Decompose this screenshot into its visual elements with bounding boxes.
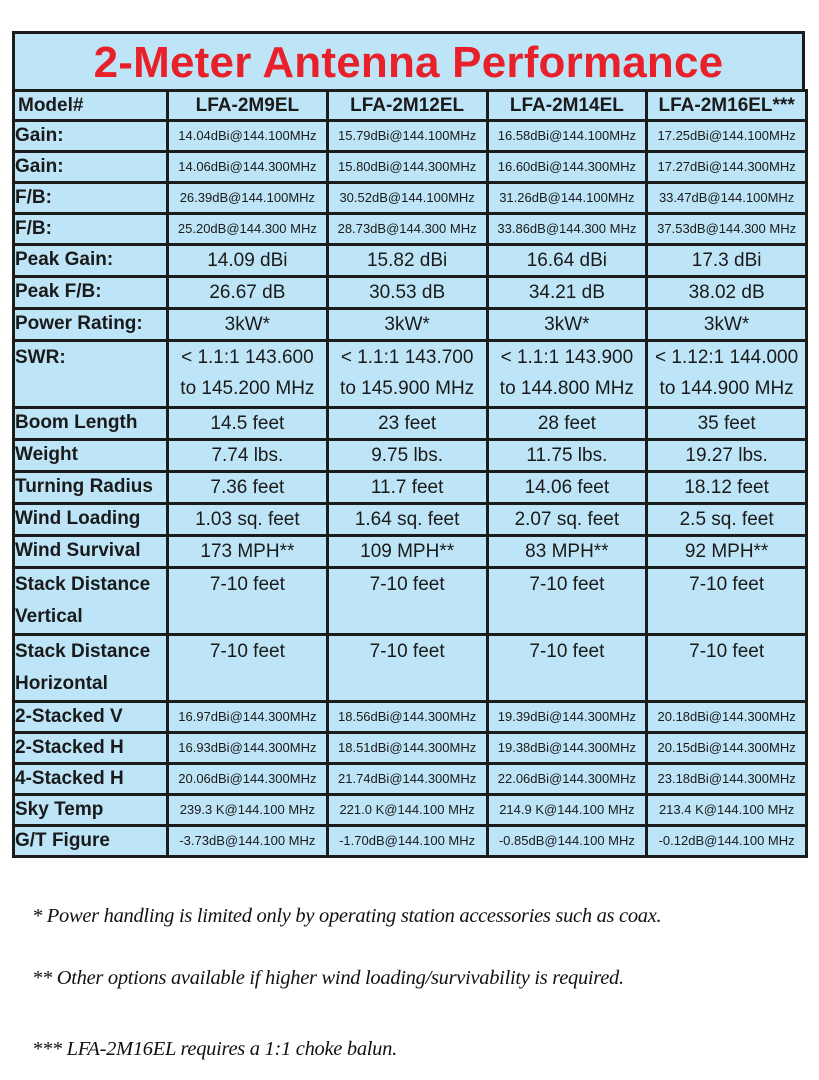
value-cell xyxy=(647,702,807,733)
cell-value: 214.9 K@144.100 MHz xyxy=(499,802,635,817)
row-label-text: Peak Gain: xyxy=(15,249,114,270)
value-cell xyxy=(327,635,487,702)
row-label-text: 2-Stacked H xyxy=(15,737,124,758)
value-cell xyxy=(327,277,487,309)
value-cell xyxy=(168,795,328,826)
row-label xyxy=(14,795,168,826)
value-cell xyxy=(327,826,487,857)
cell-value: 15.79dBi@144.100MHz xyxy=(338,128,477,143)
cell-value: 213.4 K@144.100 MHz xyxy=(658,802,795,817)
row-label xyxy=(14,245,168,277)
cell-value: 9.75 lbs. xyxy=(371,445,444,466)
cell-value-2: to 144.800 MHz xyxy=(499,378,634,399)
cell-value: 18.51dBi@144.300MHz xyxy=(338,740,477,755)
value-cell xyxy=(168,245,328,277)
value-cell xyxy=(647,472,807,504)
cell-value: 14.5 feet xyxy=(210,413,285,434)
table-row xyxy=(14,472,807,504)
value-cell xyxy=(168,733,328,764)
cell-value: 38.02 dB xyxy=(688,282,765,303)
cell-value: 221.0 K@144.100 MHz xyxy=(339,802,475,817)
row-label-text: Weight xyxy=(15,444,78,465)
table-row xyxy=(14,635,807,702)
value-cell xyxy=(168,635,328,702)
cell-value: 17.27dBi@144.300MHz xyxy=(657,159,796,174)
table-row xyxy=(14,245,807,277)
cell-value-2: to 145.200 MHz xyxy=(180,378,315,399)
value-cell xyxy=(647,440,807,472)
value-cell xyxy=(168,504,328,536)
row-label-text-2 xyxy=(15,374,166,406)
cell-value: 16.97dBi@144.300MHz xyxy=(178,709,317,724)
cell-value: < 1.1:1 143.900 xyxy=(500,347,634,368)
value-cell xyxy=(487,121,647,152)
cell-value: 11.75 lbs. xyxy=(526,445,608,466)
table-row xyxy=(14,341,807,408)
value-cell xyxy=(487,826,647,857)
value-cell xyxy=(647,309,807,341)
value-cell xyxy=(168,408,328,440)
value-cell xyxy=(168,121,328,152)
table-row xyxy=(14,826,807,857)
cell-value: 21.74dBi@144.300MHz xyxy=(338,771,477,786)
cell-value: 35 feet xyxy=(697,413,756,434)
cell-value: 26.67 dB xyxy=(209,282,286,303)
cell-value: 7-10 feet xyxy=(369,574,445,595)
value-cell xyxy=(327,121,487,152)
cell-value: 20.06dBi@144.300MHz xyxy=(178,771,317,786)
row-label-text: Boom Length xyxy=(15,412,138,433)
spec-sheet xyxy=(12,31,805,858)
value-cell xyxy=(327,568,487,635)
title-banner xyxy=(12,31,805,89)
value-cell xyxy=(647,408,807,440)
value-cell xyxy=(327,309,487,341)
row-label-text: Power Rating: xyxy=(15,313,143,334)
value-cell xyxy=(168,472,328,504)
value-cell xyxy=(647,341,807,408)
table-row xyxy=(14,733,807,764)
row-label xyxy=(14,826,168,857)
cell-value: 92 MPH** xyxy=(684,541,769,562)
value-cell xyxy=(327,341,487,408)
cell-value: 7.74 lbs. xyxy=(211,445,284,466)
cell-value: 19.27 lbs. xyxy=(685,445,768,466)
cell-value: 16.64 dBi xyxy=(526,250,608,271)
row-label-text: SWR: xyxy=(15,347,66,368)
row-label xyxy=(14,214,168,245)
table-row xyxy=(14,152,807,183)
cell-value: 14.04dBi@144.100MHz xyxy=(178,128,317,143)
value-cell xyxy=(647,277,807,309)
cell-value: 20.18dBi@144.300MHz xyxy=(657,709,796,724)
cell-value: 173 MPH** xyxy=(200,541,295,562)
cell-value: 16.60dBi@144.300MHz xyxy=(497,159,636,174)
cell-value: 83 MPH** xyxy=(525,541,609,562)
value-cell xyxy=(647,152,807,183)
table-row xyxy=(14,214,807,245)
row-label-text: Gain: xyxy=(15,156,64,177)
value-cell xyxy=(647,121,807,152)
row-label xyxy=(14,183,168,214)
value-cell xyxy=(327,504,487,536)
cell-value: 37.53dB@144.300 MHz xyxy=(657,221,797,236)
row-label xyxy=(14,121,168,152)
value-cell xyxy=(647,183,807,214)
cell-value: 109 MPH** xyxy=(360,541,455,562)
cell-value: 23.18dBi@144.300MHz xyxy=(657,771,796,786)
cell-value: 7-10 feet xyxy=(529,574,605,595)
value-cell xyxy=(487,702,647,733)
table-row xyxy=(14,536,807,568)
cell-value: 18.56dBi@144.300MHz xyxy=(338,709,477,724)
table-row xyxy=(14,795,807,826)
value-cell xyxy=(487,440,647,472)
cell-value: 15.82 dBi xyxy=(366,250,448,271)
row-label xyxy=(14,733,168,764)
cell-value: 26.39dB@144.100MHz xyxy=(179,190,316,205)
value-cell xyxy=(168,568,328,635)
footnote-power: * Power handling is limited only by operating station accessories such as coax. xyxy=(32,905,662,927)
value-cell xyxy=(168,277,328,309)
row-label-text: Stack Distance xyxy=(15,641,151,662)
cell-value: -0.85dB@144.100 MHz xyxy=(498,833,635,848)
value-cell xyxy=(327,536,487,568)
value-cell xyxy=(327,733,487,764)
cell-value: 17.3 dBi xyxy=(691,250,762,271)
cell-value: 19.38dBi@144.300MHz xyxy=(497,740,636,755)
cell-value: -3.73dB@144.100 MHz xyxy=(179,833,316,848)
cell-value: 30.52dB@144.100MHz xyxy=(339,190,475,205)
value-cell xyxy=(327,702,487,733)
cell-value: 3kW* xyxy=(544,314,590,335)
value-cell xyxy=(168,826,328,857)
value-cell xyxy=(487,341,647,408)
value-cell xyxy=(647,536,807,568)
value-cell xyxy=(327,214,487,245)
row-label xyxy=(14,568,168,635)
row-label xyxy=(14,536,168,568)
value-cell xyxy=(647,214,807,245)
table-row xyxy=(14,702,807,733)
cell-value: 20.15dBi@144.300MHz xyxy=(657,740,796,755)
value-cell xyxy=(168,702,328,733)
model-header: LFA-2M14EL xyxy=(487,91,647,121)
row-label xyxy=(14,764,168,795)
cell-value: 34.21 dB xyxy=(528,282,605,303)
cell-value: 11.7 feet xyxy=(370,477,444,498)
cell-value: 28 feet xyxy=(537,413,596,434)
row-label xyxy=(14,440,168,472)
value-cell xyxy=(487,568,647,635)
value-cell xyxy=(487,152,647,183)
row-label xyxy=(14,309,168,341)
cell-value: 7-10 feet xyxy=(529,641,605,662)
table-row xyxy=(14,183,807,214)
cell-value: 7-10 feet xyxy=(369,641,445,662)
value-cell xyxy=(487,504,647,536)
row-label xyxy=(14,504,168,536)
cell-value-2: to 145.900 MHz xyxy=(340,378,475,399)
row-label-text-2: Vertical xyxy=(15,606,83,627)
cell-value: 30.53 dB xyxy=(369,282,446,303)
page-title: 2-Meter Antenna Performance xyxy=(93,37,724,87)
value-cell xyxy=(327,183,487,214)
cell-value: < 1.1:1 143.700 xyxy=(340,347,474,368)
value-cell xyxy=(168,341,328,408)
cell-value: 33.86dB@144.300 MHz xyxy=(497,221,637,236)
cell-value: 7-10 feet xyxy=(209,641,285,662)
header-label: Model# xyxy=(14,91,168,121)
cell-value: 16.93dBi@144.300MHz xyxy=(178,740,317,755)
cell-value: -1.70dB@144.100 MHz xyxy=(339,833,476,848)
footnote-wind: ** Other options available if higher wind loading/survivability is required. xyxy=(32,967,624,989)
row-label-text: F/B: xyxy=(15,218,52,239)
row-label-text: Turning Radius xyxy=(15,476,153,497)
cell-value: 3kW* xyxy=(703,314,750,335)
value-cell xyxy=(168,214,328,245)
row-label-text: G/T Figure xyxy=(15,830,110,851)
value-cell xyxy=(487,245,647,277)
value-cell xyxy=(647,733,807,764)
value-cell xyxy=(487,214,647,245)
table-row xyxy=(14,408,807,440)
cell-value: 7-10 feet xyxy=(689,641,765,662)
value-cell xyxy=(647,245,807,277)
cell-value: 28.73dB@144.300 MHz xyxy=(337,221,477,236)
row-label-text-2: Horizontal xyxy=(15,673,108,694)
value-cell xyxy=(327,152,487,183)
row-label-text: Stack Distance xyxy=(15,574,151,595)
value-cell xyxy=(487,183,647,214)
row-label-text: Wind Loading xyxy=(15,508,141,529)
value-cell xyxy=(327,472,487,504)
value-cell xyxy=(487,309,647,341)
footnote-balun: *** LFA-2M16EL requires a 1:1 choke balun. xyxy=(32,1038,397,1060)
cell-value: 33.47dB@144.100MHz xyxy=(658,190,795,205)
row-label xyxy=(14,341,168,408)
cell-value: < 1.12:1 144.000 xyxy=(655,347,799,368)
value-cell xyxy=(487,764,647,795)
value-cell xyxy=(647,568,807,635)
cell-value: 14.06dBi@144.300MHz xyxy=(178,159,317,174)
cell-value: 17.25dBi@144.100MHz xyxy=(657,128,796,143)
row-label-text: Sky Temp xyxy=(15,799,104,820)
model-header: LFA-2M16EL*** xyxy=(647,91,807,121)
cell-value: 7-10 feet xyxy=(689,574,765,595)
table-row xyxy=(14,121,807,152)
value-cell xyxy=(327,764,487,795)
performance-table xyxy=(12,89,808,858)
cell-value: 239.3 K@144.100 MHz xyxy=(179,802,316,817)
cell-value: 18.12 feet xyxy=(684,477,769,498)
value-cell xyxy=(168,183,328,214)
value-cell xyxy=(647,635,807,702)
row-label-text: Peak F/B: xyxy=(15,281,102,302)
row-label xyxy=(14,408,168,440)
cell-value: 1.03 sq. feet xyxy=(195,509,300,530)
row-label xyxy=(14,277,168,309)
model-header: LFA-2M9EL xyxy=(168,91,328,121)
row-label xyxy=(14,635,168,702)
table-row xyxy=(14,568,807,635)
row-label-text: Wind Survival xyxy=(15,540,141,561)
cell-value: 22.06dBi@144.300MHz xyxy=(497,771,636,786)
cell-value: 23 feet xyxy=(378,413,437,434)
table-row xyxy=(14,277,807,309)
cell-value: < 1.1:1 143.600 xyxy=(181,347,314,368)
value-cell xyxy=(327,440,487,472)
value-cell xyxy=(487,408,647,440)
header-row xyxy=(14,91,807,121)
value-cell xyxy=(647,826,807,857)
cell-value: 7.36 feet xyxy=(210,477,285,498)
cell-value: 7-10 feet xyxy=(209,574,285,595)
cell-value: 16.58dBi@144.100MHz xyxy=(497,128,636,143)
value-cell xyxy=(327,795,487,826)
cell-value: 3kW* xyxy=(384,314,430,335)
row-label xyxy=(14,152,168,183)
cell-value: -0.12dB@144.100 MHz xyxy=(658,833,795,848)
table-row xyxy=(14,440,807,472)
cell-value-2: to 144.900 MHz xyxy=(659,378,794,399)
cell-value: 19.39dBi@144.300MHz xyxy=(497,709,636,724)
cell-value: 1.64 sq. feet xyxy=(354,509,460,530)
value-cell xyxy=(487,472,647,504)
value-cell xyxy=(168,152,328,183)
value-cell xyxy=(487,635,647,702)
cell-value: 31.26dB@144.100MHz xyxy=(499,190,635,205)
model-header: LFA-2M12EL xyxy=(327,91,487,121)
table-row xyxy=(14,764,807,795)
value-cell xyxy=(327,245,487,277)
cell-value: 3kW* xyxy=(224,314,271,335)
cell-value: 14.06 feet xyxy=(524,477,610,498)
value-cell xyxy=(327,408,487,440)
value-cell xyxy=(168,536,328,568)
table-row xyxy=(14,504,807,536)
row-label xyxy=(14,472,168,504)
value-cell xyxy=(487,277,647,309)
cell-value: 2.07 sq. feet xyxy=(514,509,620,530)
value-cell xyxy=(168,309,328,341)
cell-value: 2.5 sq. feet xyxy=(679,509,774,530)
value-cell xyxy=(647,795,807,826)
row-label-text: 2-Stacked V xyxy=(15,706,123,727)
value-cell xyxy=(168,764,328,795)
value-cell xyxy=(647,764,807,795)
row-label xyxy=(14,702,168,733)
value-cell xyxy=(647,504,807,536)
row-label-text: 4-Stacked H xyxy=(15,768,124,789)
value-cell xyxy=(487,733,647,764)
cell-value: 14.09 dBi xyxy=(207,250,288,271)
cell-value: 15.80dBi@144.300MHz xyxy=(338,159,477,174)
value-cell xyxy=(487,536,647,568)
value-cell xyxy=(487,795,647,826)
value-cell xyxy=(168,440,328,472)
table-row xyxy=(14,309,807,341)
row-label-text: Gain: xyxy=(15,125,64,146)
cell-value: 25.20dB@144.300 MHz xyxy=(177,221,317,236)
row-label-text: F/B: xyxy=(15,187,52,208)
